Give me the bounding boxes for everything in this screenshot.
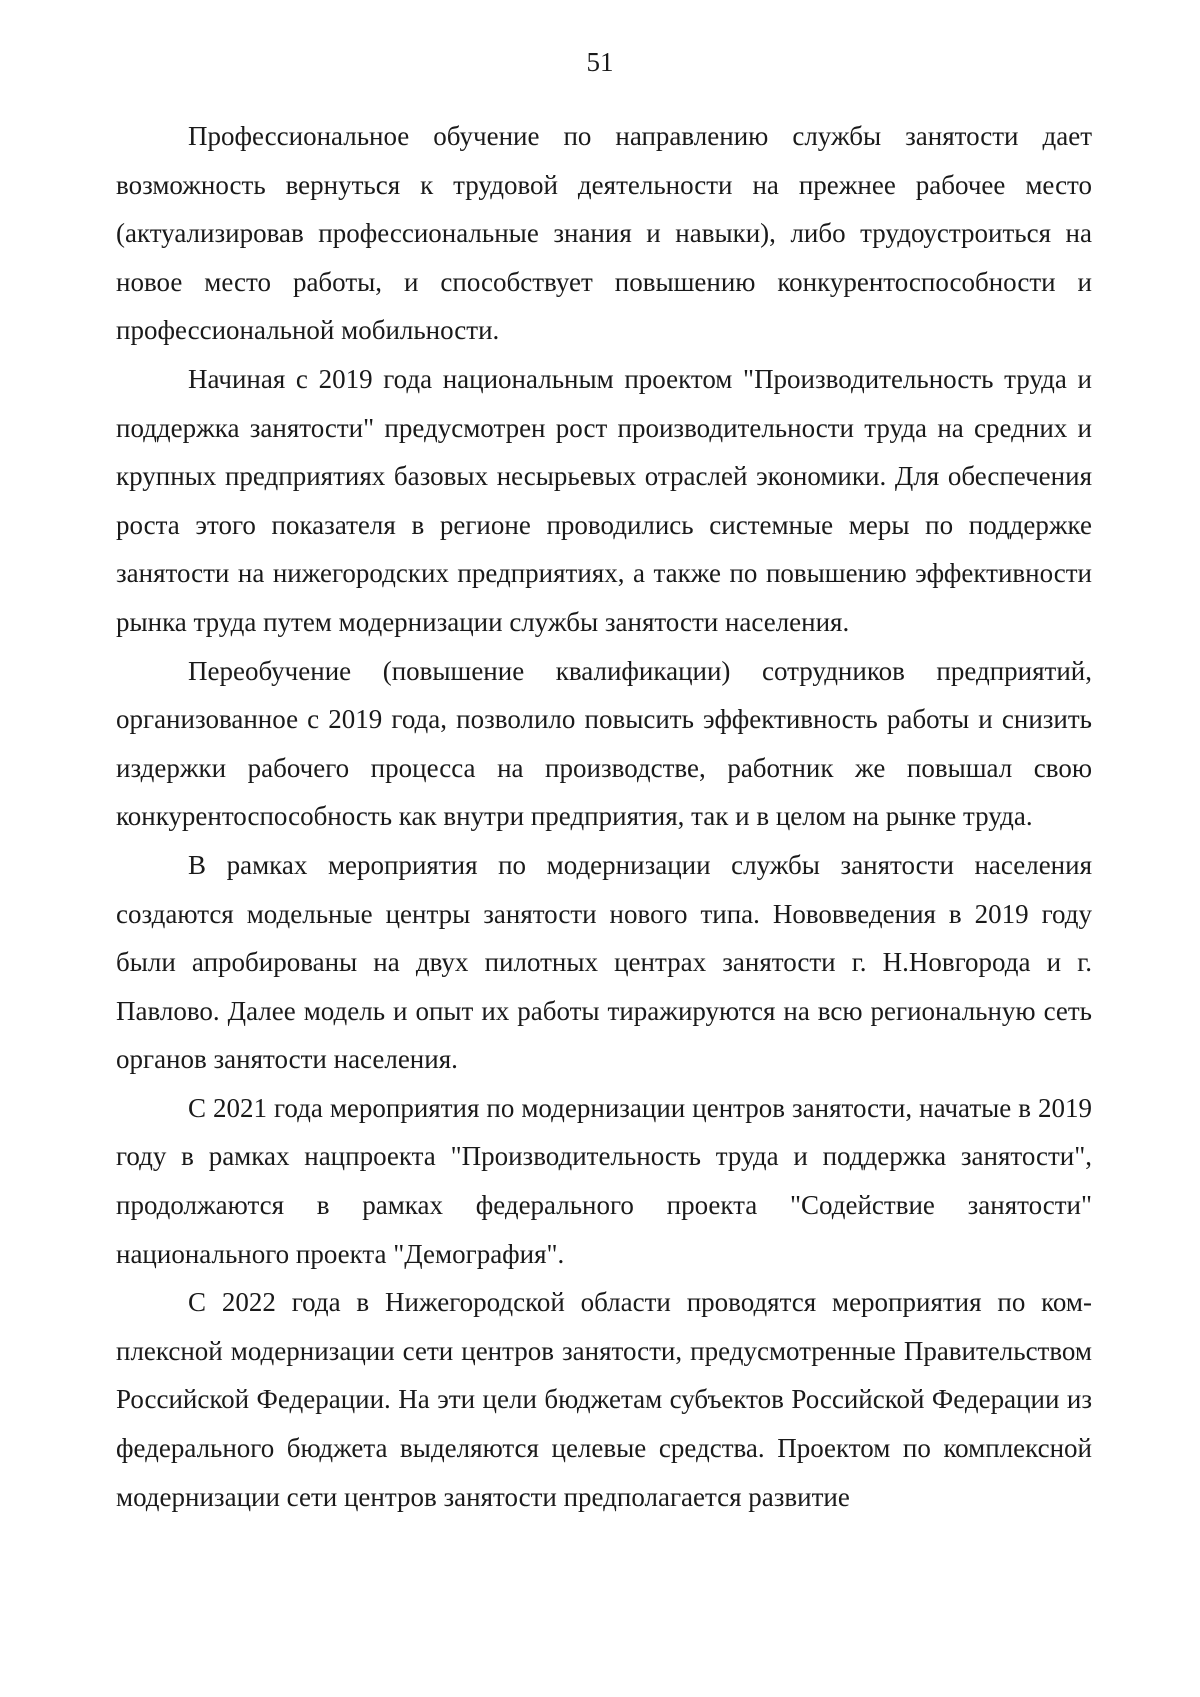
paragraph-2022-modernization: С 2022 года в Нижегородской области проводятся мероприятия по комплексной модернизации сети центров занятости, предусмотренные Правительством Российской Федерации. На эти цели бюджетам субъектов Российской Федерации из федерального бюджета выделяются целевые средства. Проектом по комплексной модернизации сети центров занятости предполагается развитие (116, 1287, 1092, 1512)
paragraph-professional-training: Профессиональное обучение по направлению службы занятости дает возможность вернуться к трудовой деятельности на прежнее рабочее место (актуализировав профессиональные знания и навыки), либо трудоустроиться на новое место работы, и способствует повышению конкурентоспособности и профессиональной мобильности. (116, 121, 1092, 346)
paragraph-model-centers: В рамках мероприятия по модернизации службы занятости населения создаются модельные центры занятости нового типа. Нововведения в 2019 году были апробированы на двух пилотных центрах занятости г. Н.Новгорода и г. Павлово. Далее модель и опыт их работы тиражируются на всю региональную сеть органов занятости населения. (116, 849, 1092, 1075)
paragraph-retraining: Переобучение (повышение квалификации) сотрудников предприятий, организованное с 2019 года, позволило повысить эффективность работы и снизить издержки рабочего процесса на производстве, работник же повышал свою конкурентоспособность как внутри предприятия, так и в целом на рынке труда. (116, 655, 1092, 832)
paragraph-2021-measures: С 2021 года мероприятия по модернизации центров занятости, начатые в 2019 году в рамках нацпроекта "Производительность труда и поддержка занятости", продолжаются в рамках федерального проекта "Содействие занятости" национального проекта "Демография". (116, 1092, 1092, 1269)
page-number: 51 (586, 47, 614, 77)
paragraph-national-project: Начиная с 2019 года национальным проектом "Производительность труда и поддержка занятости" предусмотрен рост производительности труда на средних и крупных предприятиях базовых несырьевых отраслей экономики. Для обеспечения роста этого показателя в регионе проводились системные меры по поддержке занятости на нижегородских предприятиях, а также по повышению эффективности рынка труда путем модернизации службы занятости населения. (116, 363, 1092, 637)
document-body (116, 112, 1092, 1521)
